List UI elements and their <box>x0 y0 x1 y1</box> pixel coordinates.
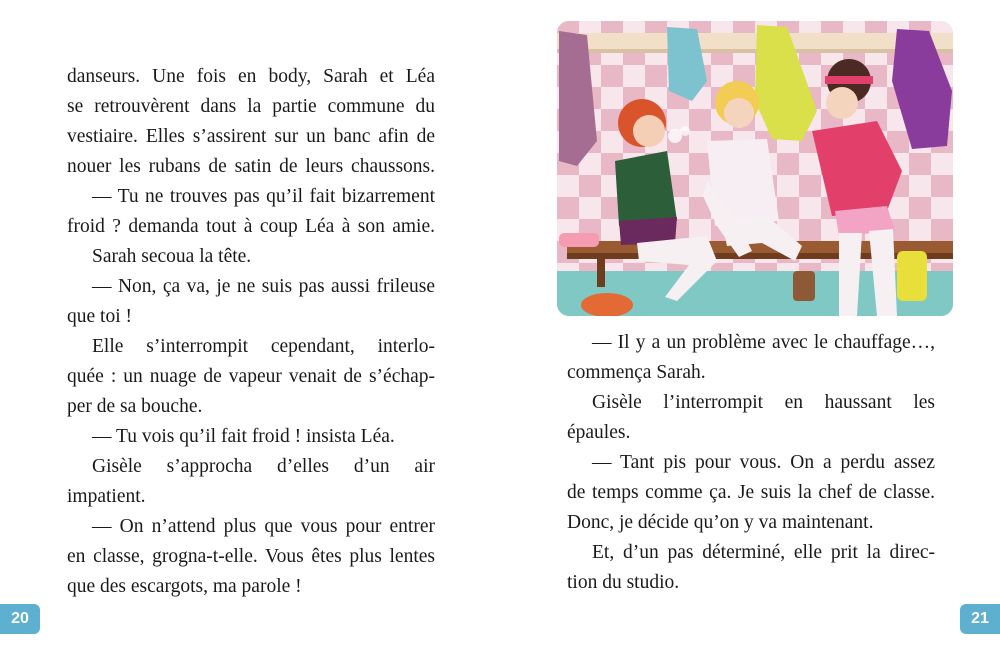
text-line: per de sa bouche. <box>67 396 203 417</box>
text-line: épaules. <box>567 422 631 443</box>
text-line: — Tant pis pour vous. On a perdu assez <box>592 452 935 473</box>
text-line: tion du studio. <box>567 572 680 593</box>
illustration-changing-room <box>557 21 953 316</box>
text-line: que des escargots, ma parole ! <box>67 576 302 597</box>
text-line: — Non, ça va, je ne suis pas aussi frileuse <box>92 276 435 297</box>
text-line: Et, d’un pas déterminé, elle prit la direc- <box>592 542 935 563</box>
text-line: — On n’attend plus que vous pour entrer <box>92 516 435 537</box>
text-line: — Il y a un problème avec le chauffage…, <box>592 332 935 353</box>
text-line: — Tu vois qu’il fait froid ! insista Léa. <box>92 426 395 447</box>
text-line: Elle s’interrompit cependant, interlo- <box>92 336 435 357</box>
text-line: se retrouvèrent dans la partie commune du <box>67 96 435 117</box>
text-line: Gisèle l’interrompit en haussant les <box>592 392 935 413</box>
text-line: commença Sarah. <box>567 362 706 383</box>
text-line: que toi ! <box>67 306 132 327</box>
text-line: Donc, je décide qu’on y va maintenant. <box>567 512 874 533</box>
text-line: en classe, grogna-t-elle. Vous êtes plus lentes <box>67 546 435 567</box>
text-line: de temps comme ça. Je suis la chef de classe. <box>567 482 935 503</box>
left-page-text <box>67 62 435 602</box>
text-line: quée : un nuage de vapeur venait de s’échap- <box>67 366 435 387</box>
text-line: froid ? demanda tout à coup Léa à son amie. <box>67 216 435 237</box>
text-line: Gisèle s’approcha d’elles d’un air <box>92 456 435 477</box>
text-line: Sarah secoua la tête. <box>92 246 252 267</box>
text-line: nouer les rubans de satin de leurs chaussons. <box>67 156 435 177</box>
text-line: danseurs. Une fois en body, Sarah et Léa <box>67 66 435 87</box>
page-number-left: 20 <box>0 604 40 634</box>
text-line: vestiaire. Elles s’assirent sur un banc afin de <box>67 126 435 147</box>
page-number-right: 21 <box>960 604 1000 634</box>
text-line: — Tu ne trouves pas qu’il fait bizarrement <box>92 186 435 207</box>
text-line: impatient. <box>67 486 146 507</box>
